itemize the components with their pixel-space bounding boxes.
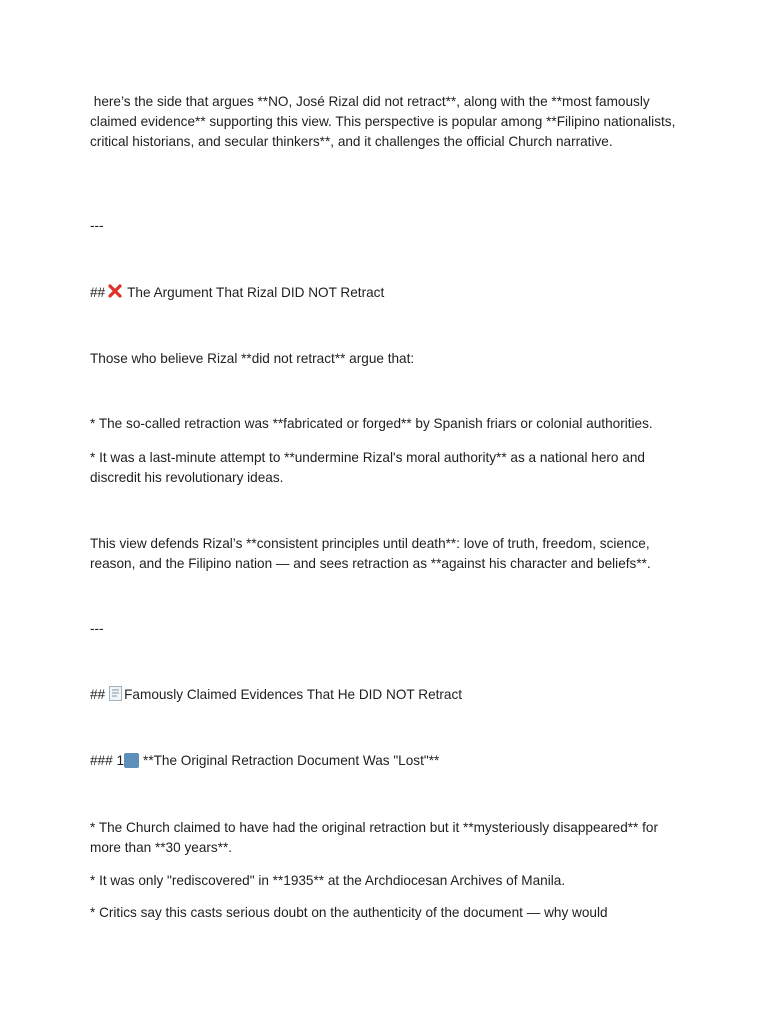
bullet-critics: * Critics say this casts serious doubt on the authenticity of the document — why would bbox=[90, 905, 608, 920]
heading-evidences-prefix: ## bbox=[90, 687, 106, 702]
intro-paragraph bbox=[90, 92, 690, 152]
heading-lost-text: **The Original Retraction Document Was "Lost"** bbox=[143, 753, 440, 768]
heading-evidences-text: Famously Claimed Evidences That He DID NOT Retract bbox=[124, 687, 463, 702]
bullet-rediscovered: * It was only "rediscovered" in **1935** at the Archdiocesan Archives of Manila. bbox=[90, 873, 566, 888]
keycap-icon bbox=[124, 753, 139, 768]
principles-paragraph: This view defends Rizal’s **consistent principles until death**: love of truth, freedom, science, reason, and the Filipino nation — and sees retraction as **against his character and beliefs**. bbox=[90, 536, 651, 571]
lead-paragraph: Those who believe Rizal **did not retract** argue that: bbox=[90, 351, 415, 366]
bullet-undermine: * It was a last-minute attempt to **undermine Rizal's moral authority** as a national hero and discredit his revolutionary ideas. bbox=[90, 450, 645, 485]
bullet-disappeared: * The Church claimed to have had the original retraction but it **mysteriously disappeared** for more than **30 years**. bbox=[90, 820, 658, 855]
heading-argument-prefix: ## bbox=[90, 285, 106, 300]
heading-evidences bbox=[90, 685, 690, 705]
heading-lost-document bbox=[90, 751, 690, 771]
bullet-fabricated: * The so-called retraction was **fabricated or forged** by Spanish friars or colonial authorities. bbox=[90, 416, 653, 431]
intro-text: here’s the side that argues **NO, José Rizal did not retract**, along with the **most famously claimed evidence** supporting this view. This perspective is popular among **Filipino nationalists, critical historians, and secular thinkers**, and it challenges the official Church narrative. bbox=[90, 94, 676, 149]
heading-argument bbox=[90, 283, 690, 303]
receipt-icon bbox=[109, 686, 122, 701]
divider-2: --- bbox=[90, 621, 104, 636]
divider-1: --- bbox=[90, 218, 104, 233]
heading-argument-text: The Argument That Rizal DID NOT Retract bbox=[127, 285, 385, 300]
heading-lost-prefix: ### 1 bbox=[90, 753, 125, 768]
red-cross-mark-icon bbox=[107, 283, 123, 299]
